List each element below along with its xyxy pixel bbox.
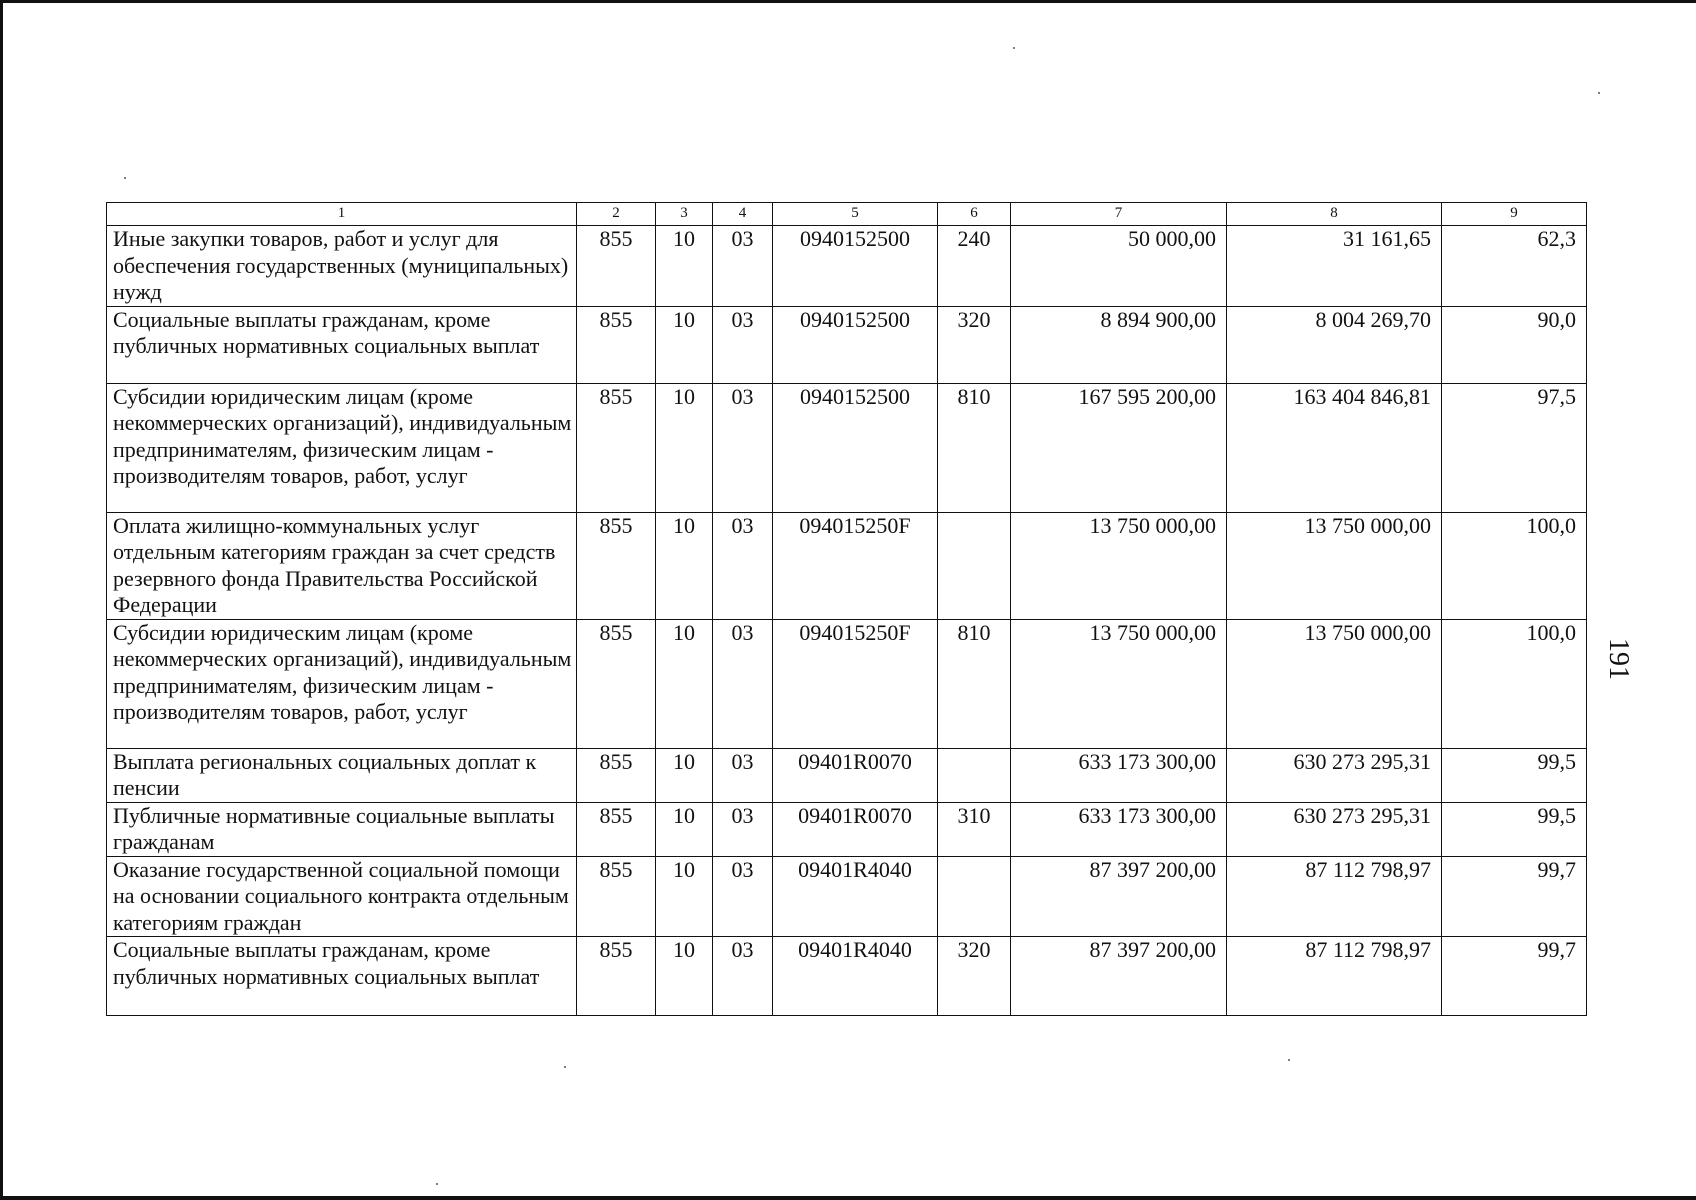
page-number: 191	[1603, 638, 1634, 680]
cell-col4: 03	[713, 226, 773, 307]
table-row	[107, 512, 1587, 619]
cell-col8: 630 273 295,31	[1227, 802, 1442, 856]
scan-edge-left	[0, 0, 3, 1200]
cell-col2: 855	[577, 226, 656, 307]
cell-col8: 163 404 846,81	[1227, 383, 1442, 512]
cell-col6: 240	[938, 226, 1011, 307]
cell-col3: 10	[656, 619, 713, 748]
scan-edge-bottom	[0, 1196, 1696, 1200]
cell-col7: 8 894 900,00	[1011, 306, 1227, 383]
cell-col3: 10	[656, 937, 713, 1016]
cell-description: Выплата региональных социальных доплат к пенсии	[107, 748, 577, 802]
cell-col7: 633 173 300,00	[1011, 802, 1227, 856]
cell-col4: 03	[713, 306, 773, 383]
scan-speck	[436, 1183, 438, 1185]
column-number: 7	[1011, 203, 1227, 226]
cell-col3: 10	[656, 802, 713, 856]
budget-execution-table	[106, 202, 1587, 1016]
cell-col7: 167 595 200,00	[1011, 383, 1227, 512]
cell-col2: 855	[577, 748, 656, 802]
cell-col5: 09401R4040	[773, 937, 938, 1016]
cell-col5: 0940152500	[773, 383, 938, 512]
table-body	[107, 203, 1587, 1016]
cell-col8: 13 750 000,00	[1227, 512, 1442, 619]
cell-col4: 03	[713, 802, 773, 856]
cell-col4: 03	[713, 383, 773, 512]
table-row	[107, 802, 1587, 856]
column-number: 1	[107, 203, 577, 226]
table-row	[107, 619, 1587, 748]
cell-col4: 03	[713, 748, 773, 802]
cell-col9: 99,7	[1442, 856, 1587, 937]
cell-description: Социальные выплаты гражданам, кроме публичных нормативных социальных выплат	[107, 306, 577, 383]
cell-col3: 10	[656, 383, 713, 512]
scan-speck	[124, 177, 126, 179]
cell-col6: 320	[938, 306, 1011, 383]
column-number-row	[107, 203, 1587, 226]
table-row	[107, 306, 1587, 383]
cell-col9: 99,5	[1442, 802, 1587, 856]
cell-col6: 810	[938, 383, 1011, 512]
cell-col6: 310	[938, 802, 1011, 856]
cell-col4: 03	[713, 937, 773, 1016]
column-number: 8	[1227, 203, 1442, 226]
cell-col7: 633 173 300,00	[1011, 748, 1227, 802]
cell-col9: 100,0	[1442, 512, 1587, 619]
cell-col5: 0940152500	[773, 306, 938, 383]
scan-speck	[1288, 1059, 1290, 1061]
cell-col6: 810	[938, 619, 1011, 748]
cell-col5: 09401R4040	[773, 856, 938, 937]
cell-col2: 855	[577, 383, 656, 512]
cell-col8: 87 112 798,97	[1227, 856, 1442, 937]
scan-speck	[564, 1066, 566, 1068]
scan-edge-top	[0, 0, 1696, 3]
cell-col9: 97,5	[1442, 383, 1587, 512]
cell-col2: 855	[577, 937, 656, 1016]
cell-col3: 10	[656, 856, 713, 937]
cell-col3: 10	[656, 512, 713, 619]
column-number: 5	[773, 203, 938, 226]
cell-col4: 03	[713, 619, 773, 748]
cell-col2: 855	[577, 306, 656, 383]
cell-col9: 99,5	[1442, 748, 1587, 802]
cell-description: Оплата жилищно-коммунальных услуг отдельным категориям граждан за счет средств резервного фонда Правительства Российской Федерации	[107, 512, 577, 619]
cell-col7: 13 750 000,00	[1011, 619, 1227, 748]
table-row	[107, 383, 1587, 512]
cell-col9: 100,0	[1442, 619, 1587, 748]
table-row	[107, 748, 1587, 802]
cell-description: Субсидии юридическим лицам (кроме некоммерческих организаций), индивидуальным предпринимателям, физическим лицам - производителям товаров, работ, услуг	[107, 619, 577, 748]
cell-col8: 13 750 000,00	[1227, 619, 1442, 748]
cell-col3: 10	[656, 226, 713, 307]
column-number: 9	[1442, 203, 1587, 226]
cell-col4: 03	[713, 512, 773, 619]
cell-col9: 99,7	[1442, 937, 1587, 1016]
table-row	[107, 226, 1587, 307]
cell-col8: 630 273 295,31	[1227, 748, 1442, 802]
cell-col5: 094015250F	[773, 512, 938, 619]
cell-col8: 8 004 269,70	[1227, 306, 1442, 383]
cell-col8: 87 112 798,97	[1227, 937, 1442, 1016]
cell-col6: 320	[938, 937, 1011, 1016]
cell-description: Социальные выплаты гражданам, кроме публичных нормативных социальных выплат	[107, 937, 577, 1016]
column-number: 6	[938, 203, 1011, 226]
cell-col7: 87 397 200,00	[1011, 856, 1227, 937]
scan-speck	[1598, 92, 1600, 94]
cell-col2: 855	[577, 802, 656, 856]
column-number: 2	[577, 203, 656, 226]
cell-col2: 855	[577, 856, 656, 937]
cell-description: Оказание государственной социальной помощи на основании социального контракта отдельным категориям граждан	[107, 856, 577, 937]
table-row	[107, 856, 1587, 937]
cell-description: Субсидии юридическим лицам (кроме некоммерческих организаций), индивидуальным предпринимателям, физическим лицам - производителям товаров, работ, услуг	[107, 383, 577, 512]
cell-col6	[938, 856, 1011, 937]
column-number: 4	[713, 203, 773, 226]
cell-col7: 87 397 200,00	[1011, 937, 1227, 1016]
cell-col7: 13 750 000,00	[1011, 512, 1227, 619]
cell-col5: 09401R0070	[773, 802, 938, 856]
cell-col5: 09401R0070	[773, 748, 938, 802]
cell-col9: 90,0	[1442, 306, 1587, 383]
cell-col2: 855	[577, 512, 656, 619]
cell-col8: 31 161,65	[1227, 226, 1442, 307]
cell-col5: 0940152500	[773, 226, 938, 307]
cell-col5: 094015250F	[773, 619, 938, 748]
cell-col6	[938, 512, 1011, 619]
cell-col6	[938, 748, 1011, 802]
cell-col3: 10	[656, 748, 713, 802]
cell-description: Публичные нормативные социальные выплаты гражданам	[107, 802, 577, 856]
cell-col2: 855	[577, 619, 656, 748]
cell-col3: 10	[656, 306, 713, 383]
table-row	[107, 937, 1587, 1016]
cell-col9: 62,3	[1442, 226, 1587, 307]
cell-description: Иные закупки товаров, работ и услуг для обеспечения государственных (муниципальных) нужд	[107, 226, 577, 307]
cell-col7: 50 000,00	[1011, 226, 1227, 307]
column-number: 3	[656, 203, 713, 226]
scan-speck	[1013, 47, 1015, 49]
cell-col4: 03	[713, 856, 773, 937]
